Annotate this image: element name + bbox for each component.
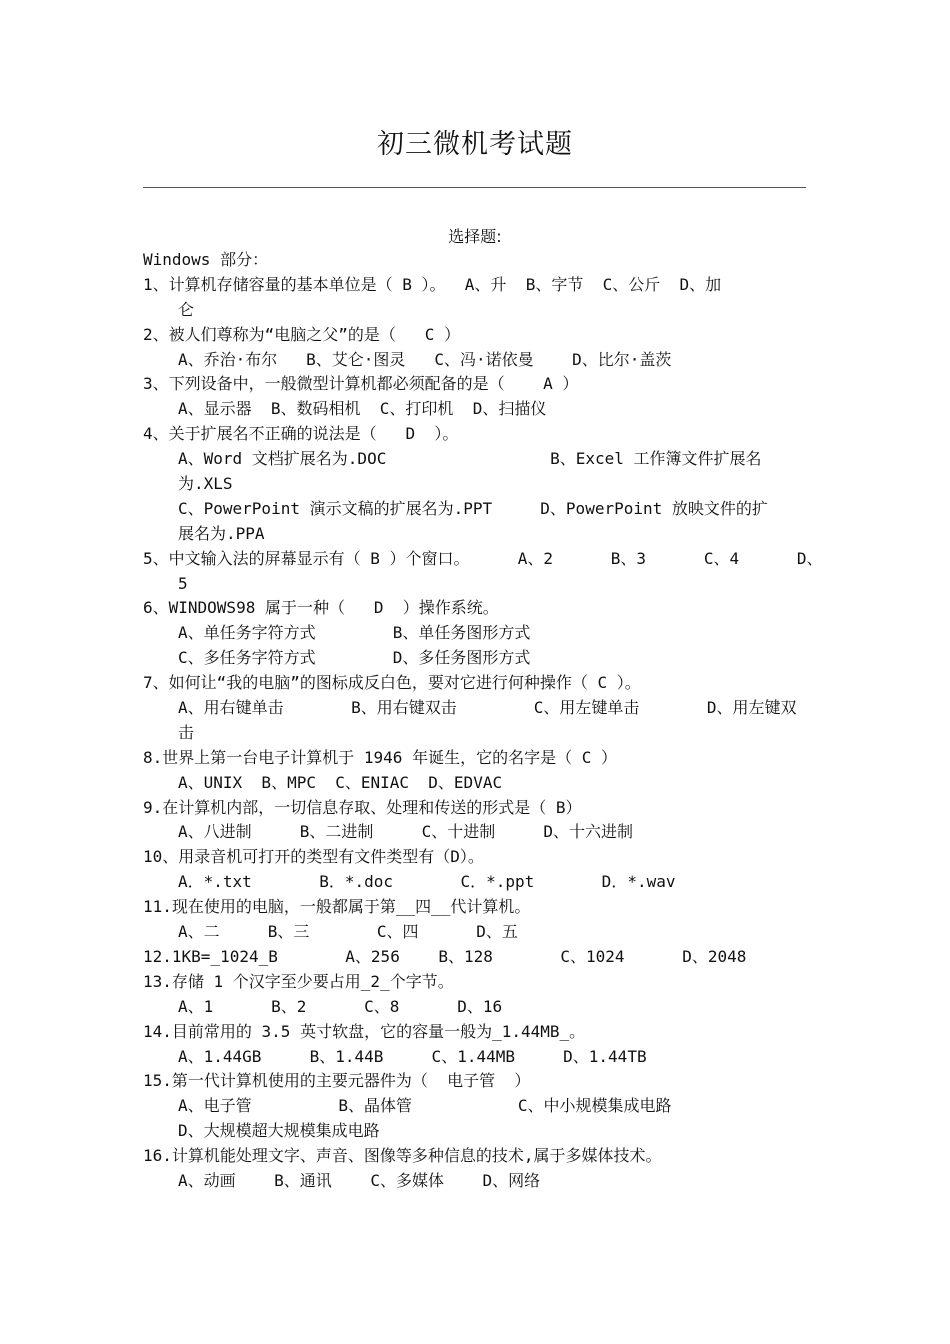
- answer-line: 击: [178, 722, 195, 742]
- answer-line: 仑: [178, 299, 195, 319]
- question-line: 15.第一代计算机使用的主要元器件为（ 电子管 ）: [143, 1071, 531, 1091]
- answer-line: A、单任务字符方式 B、单任务图形方式: [178, 623, 531, 643]
- answer-line: A、二 B、三 C、四 D、五: [178, 922, 518, 942]
- question-line: 8.世界上第一台电子计算机于 1946 年诞生，它的名字是（ C ）: [143, 747, 617, 767]
- subsection-heading: Windows 部分：: [143, 250, 269, 269]
- question-line: 12.1KB=_1024_B A、256 B、128 C、1024 D、2048: [143, 946, 747, 966]
- answer-line: A、用右键单击 B、用右键双击 C、用左键单击 D、用左键双: [178, 698, 797, 718]
- question-line: 2、被人们尊称为“电脑之父”的是（ C ）: [143, 324, 461, 344]
- question-line: 13.存储 1 个汉字至少要占用_2_个字节。: [143, 971, 454, 991]
- answer-line: A、乔治·布尔 B、艾仑·图灵 C、冯·诺依曼 D、比尔·盖茨: [178, 349, 672, 369]
- question-line: 6、WINDOWS98 属于一种（ D ）操作系统。: [143, 598, 499, 618]
- answer-line: A、1.44GB B、1.44B C、1.44MB D、1.44TB: [178, 1046, 647, 1066]
- question-line: 9.在计算机内部，一切信息存取、处理和传送的形式是（ B）: [143, 797, 582, 817]
- question-line: 11.现在使用的电脑，一般都属于第__四__代计算机。: [143, 897, 531, 917]
- answer-line: C、PowerPoint 演示文稿的扩展名为.PPT D、PowerPoint 放映文件的扩: [178, 498, 768, 518]
- answer-line: A．*.txt B．*.doc C．*.ppt D．*.wav: [178, 872, 676, 892]
- question-line: 14.目前常用的 3.5 英寸软盘，它的容量一般为_1.44MB_。: [143, 1021, 586, 1041]
- question-line: 7、如何让“我的电脑”的图标成反白色，要对它进行何种操作（ C ）。: [143, 673, 641, 693]
- answer-line: A、显示器 B、数码相机 C、打印机 D、扫描仪: [178, 399, 547, 419]
- answer-line: 展名为.PPA: [178, 523, 265, 543]
- answer-line: 为.XLS: [178, 474, 233, 494]
- question-line: 1、计算机存储容量的基本单位是（ B ）。 A、升 B、字节 C、公斤 D、加: [143, 274, 722, 294]
- question-line: 4、关于扩展名不正确的说法是（ D ）。: [143, 424, 459, 444]
- question-line: 10、用录音机可打开的类型有文件类型有（D）。: [143, 847, 484, 867]
- section-heading: 选择题:: [448, 227, 502, 246]
- answer-line: D、大规模超大规模集成电路: [178, 1121, 380, 1141]
- answer-line: 5: [178, 573, 188, 593]
- answer-line: C、多任务字符方式 D、多任务图形方式: [178, 648, 531, 668]
- question-line: 16.计算机能处理文字、声音、图像等多种信息的技术,属于多媒体技术。: [143, 1146, 662, 1166]
- question-line: 5、中文输入法的屏幕显示有（ B ）个窗口。 A、2 B、3 C、4 D、: [143, 548, 823, 568]
- answer-line: A、UNIX B、MPC C、ENIAC D、EDVAC: [178, 772, 503, 792]
- page-title: 初三微机考试题: [377, 129, 573, 160]
- title-divider: [143, 187, 806, 188]
- answer-line: A、1 B、2 C、8 D、16: [178, 996, 503, 1016]
- question-body: [143, 248, 823, 1194]
- answer-line: A、动画 B、通讯 C、多媒体 D、网络: [178, 1170, 541, 1190]
- question-list: [143, 273, 823, 1194]
- question-line: 3、下列设备中，一般微型计算机都必须配备的是（ A ）: [143, 374, 579, 394]
- answer-line: A、Word 文档扩展名为.DOC B、Excel 工作簿文件扩展名: [178, 449, 762, 469]
- answer-line: A、八进制 B、二进制 C、十进制 D、十六进制: [178, 822, 634, 842]
- answer-line: A、电子管 B、晶体管 C、中小规模集成电路: [178, 1096, 672, 1116]
